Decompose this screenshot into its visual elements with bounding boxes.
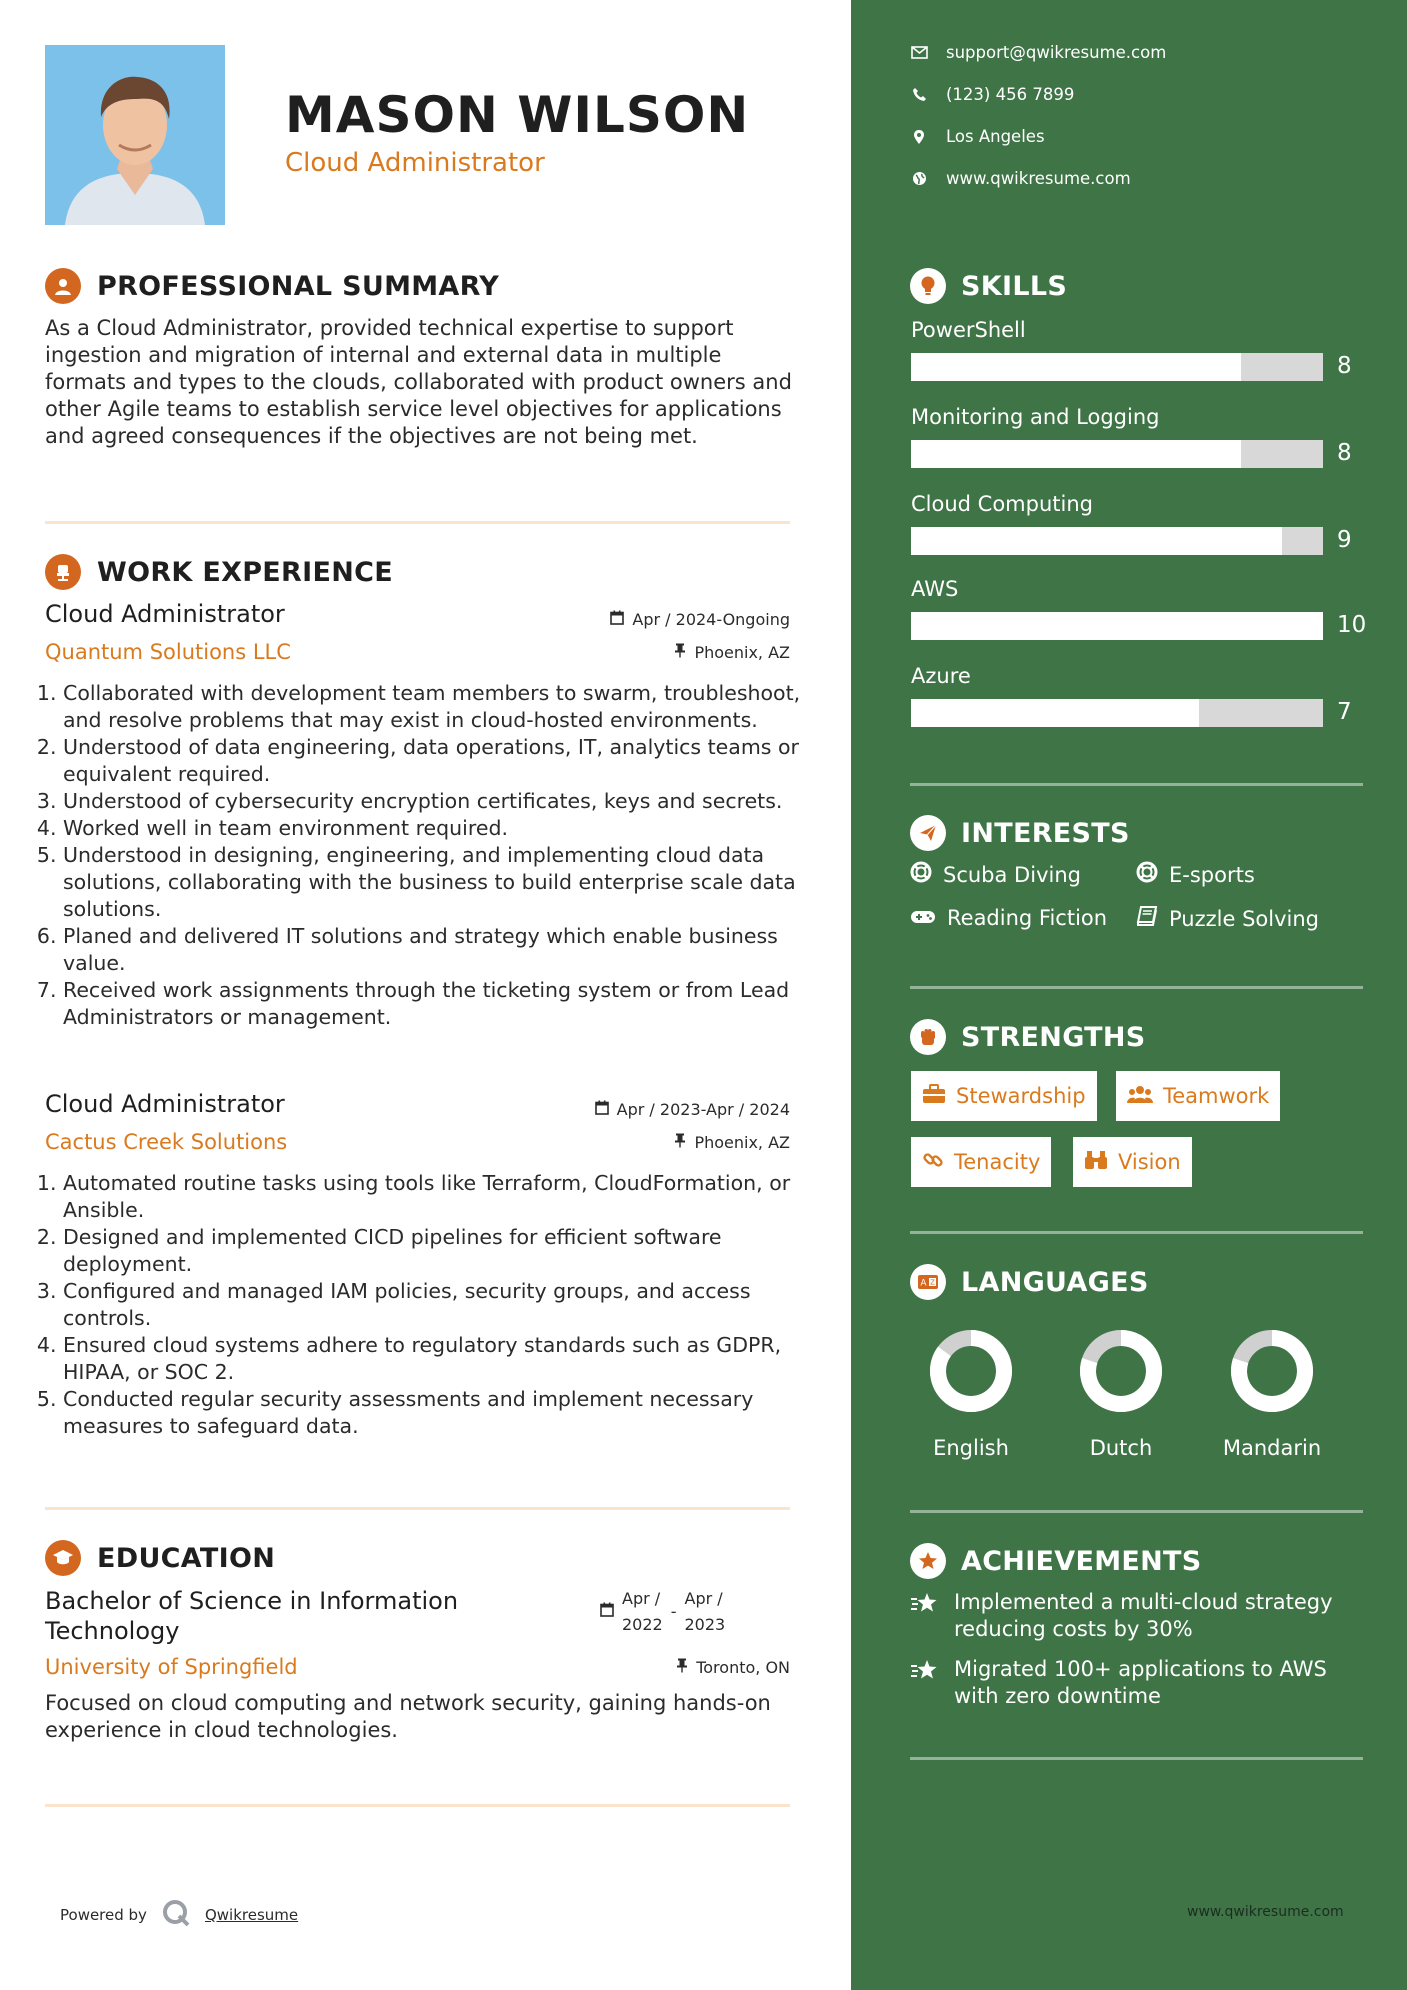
- job-bullets: [30, 680, 833, 1031]
- skill-bar-fill: [911, 440, 1241, 468]
- contact-location: [910, 127, 1045, 146]
- job-location-text: Phoenix, AZ: [694, 1133, 790, 1152]
- achievement-item: [910, 1589, 1360, 1643]
- skill-bar-fill: [911, 527, 1282, 555]
- education-location-text: Toronto, ON: [696, 1658, 790, 1677]
- job-bullet: 4. Ensured cloud systems adhere to regulatory standards such as GDPR, HIPAA, or SOC 2.: [63, 1332, 833, 1386]
- shooting-star-icon: [910, 1658, 940, 1710]
- star-badge-icon: [910, 1543, 946, 1579]
- strength-tag: [1116, 1071, 1280, 1121]
- language-item: [1217, 1328, 1327, 1460]
- language-item: [1066, 1328, 1176, 1460]
- calendar-icon: [610, 610, 624, 629]
- achievement-text: Implemented a multi-cloud strategy reducing costs by 30%: [954, 1590, 1333, 1641]
- language-ring: [1229, 1328, 1315, 1414]
- book-icon: [1136, 906, 1158, 931]
- education-title: EDUCATION: [97, 1542, 276, 1574]
- strength-label: Tenacity: [954, 1150, 1041, 1174]
- skill-bar: [911, 440, 1323, 468]
- skill-name: Monitoring and Logging: [911, 405, 1160, 429]
- job-bullet: 3. Understood of cybersecurity encryption certificates, keys and secrets.: [63, 788, 833, 815]
- job-title: Cloud Administrator: [45, 600, 285, 628]
- phone-text[interactable]: (123) 456 7899: [946, 85, 1075, 104]
- pin-icon: [676, 1658, 688, 1677]
- strength-label: Stewardship: [956, 1084, 1086, 1108]
- life-ring-icon: [1136, 861, 1158, 888]
- svg-text:Z: Z: [930, 1278, 935, 1287]
- education-start-year: 2022: [622, 1615, 663, 1634]
- skill-value: 8: [1337, 353, 1352, 379]
- education-date-dash: -: [670, 1602, 677, 1621]
- language-label: English: [933, 1436, 1009, 1460]
- job-bullet: 5. Understood in designing, engineering, and implementing cloud data solutions, collaborating with the business to build enterprise scale data solutions.: [63, 842, 833, 923]
- job-bullet: 7. Received work assignments through the ticketing system or from Lead Administrators or management.: [63, 977, 833, 1031]
- graduation-cap-icon: [45, 1540, 81, 1576]
- job-bullet: 3. Configured and managed IAM policies, security groups, and access controls.: [63, 1278, 833, 1332]
- skill-value: 8: [1337, 440, 1352, 466]
- interest-item: [1136, 861, 1255, 888]
- skill-name: AWS: [911, 577, 959, 601]
- lightbulb-icon: [910, 268, 946, 304]
- education-heading: [45, 1540, 275, 1576]
- education-description: Focused on cloud computing and network security, gaining hands-on experience in cloud technologies.: [45, 1691, 771, 1742]
- summary-title: PROFESSIONAL SUMMARY: [97, 270, 500, 302]
- job-dates: [595, 1100, 790, 1119]
- job-bullets: [30, 1170, 833, 1440]
- skill-value: 10: [1337, 612, 1367, 638]
- contact-phone: [910, 85, 1074, 104]
- interests-heading: [910, 815, 1130, 851]
- job-company: Cactus Creek Solutions: [45, 1130, 288, 1154]
- skill-name: Cloud Computing: [911, 492, 1093, 516]
- calendar-icon: [595, 1100, 609, 1119]
- link-icon: [922, 1149, 944, 1176]
- summary-text: As a Cloud Administrator, provided technical expertise to support ingestion and migration of internal and external data in multiple formats and types to the clouds, collaborated with product owners and other Agile teams to establish service level objectives for applications and agreed consequences if the objectives are not being met.: [45, 316, 792, 448]
- job-company: Quantum Solutions LLC: [45, 640, 291, 664]
- skill-bar-fill: [911, 353, 1241, 381]
- education-end-month: Apr /: [684, 1589, 723, 1608]
- skill-name: PowerShell: [911, 318, 1026, 342]
- section-divider: [45, 1804, 790, 1807]
- experience-heading: [45, 554, 393, 590]
- skills-heading: [910, 268, 1067, 304]
- strength-tag: [1073, 1137, 1192, 1187]
- job-bullet: 2. Designed and implemented CICD pipelines for efficient software deployment.: [63, 1224, 833, 1278]
- strength-label: Vision: [1118, 1150, 1181, 1174]
- job-dates-text: Apr / 2023-Apr / 2024: [616, 1100, 790, 1119]
- job-bullet: 4. Worked well in team environment required.: [63, 815, 833, 842]
- contact-email: [910, 43, 1166, 62]
- language-ring: [1078, 1328, 1164, 1414]
- pin-icon: [674, 643, 686, 662]
- map-pin-icon: [910, 129, 928, 145]
- strengths-heading: [910, 1019, 1146, 1055]
- languages-heading: [910, 1264, 1149, 1300]
- languages-title: LANGUAGES: [961, 1266, 1149, 1298]
- paper-plane-icon: [910, 815, 946, 851]
- education-start-month: Apr /: [622, 1589, 661, 1608]
- skill-bar: [911, 612, 1323, 640]
- education-start: [622, 1586, 663, 1638]
- job-bullet: 2. Understood of data engineering, data operations, IT, analytics teams or equivalent required.: [63, 734, 833, 788]
- experience-title: WORK EXPERIENCE: [97, 556, 393, 588]
- strength-tag: [911, 1071, 1097, 1121]
- strengths-title: STRENGTHS: [961, 1021, 1146, 1053]
- skill-bar: [911, 527, 1323, 555]
- job-bullet: 1. Automated routine tasks using tools like Terraform, CloudFormation, or Ansible.: [63, 1170, 833, 1224]
- education-location: [676, 1658, 790, 1677]
- candidate-role: Cloud Administrator: [285, 148, 545, 178]
- contact-website: [910, 169, 1131, 188]
- profile-photo: [45, 45, 225, 225]
- summary-heading: [45, 268, 499, 304]
- shooting-star-icon: [910, 1591, 940, 1643]
- job-bullet: 6. Planed and delivered IT solutions and strategy which enable business value.: [63, 923, 833, 977]
- language-icon: [910, 1264, 946, 1300]
- briefcase-icon: [922, 1084, 946, 1109]
- qwikresume-logo-icon: [161, 1898, 191, 1932]
- email-text[interactable]: support@qwikresume.com: [946, 43, 1167, 62]
- job-dates: [610, 610, 790, 629]
- skill-name: Azure: [911, 664, 971, 688]
- interest-label: Scuba Diving: [943, 862, 1081, 887]
- qwikresume-link[interactable]: Qwikresume: [204, 1906, 299, 1924]
- sidebar-divider: [910, 1231, 1363, 1234]
- powered-by-text: Powered by: [60, 1906, 147, 1924]
- sidebar-divider: [910, 986, 1363, 989]
- job-bullet: 1. Collaborated with development team members to swarm, troubleshoot, and resolve problems that may exist in cloud-hosted environments.: [63, 680, 833, 734]
- footer-website[interactable]: www.qwikresume.com: [1187, 1904, 1344, 1920]
- education-end: [685, 1586, 726, 1638]
- envelope-icon: [910, 46, 928, 59]
- interest-label: Reading Fiction: [947, 906, 1108, 930]
- job-location: [674, 1133, 790, 1152]
- skills-title: SKILLS: [961, 270, 1068, 302]
- interest-item: [1136, 906, 1319, 931]
- life-ring-icon: [910, 861, 932, 888]
- education-dates: [600, 1586, 725, 1638]
- language-label: Mandarin: [1222, 1436, 1322, 1460]
- interest-item: [910, 906, 1107, 930]
- skill-bar-fill: [911, 699, 1199, 727]
- person-icon: [45, 268, 81, 304]
- skill-bar-fill: [911, 612, 1323, 640]
- sidebar-divider: [910, 1510, 1363, 1513]
- job-title: Cloud Administrator: [45, 1090, 285, 1118]
- interests-title: INTERESTS: [961, 817, 1130, 849]
- briefcase-chair-icon: [45, 554, 81, 590]
- users-icon: [1127, 1084, 1153, 1109]
- achievement-text: Migrated 100+ applications to AWS with zero downtime: [954, 1657, 1327, 1708]
- language-ring: [928, 1328, 1014, 1414]
- degree-title: Bachelor of Science in Information Technology: [45, 1587, 459, 1645]
- interest-item: [910, 861, 1081, 888]
- language-item: [916, 1328, 1026, 1460]
- job-dates-text: Apr / 2024-Ongoing: [632, 610, 790, 629]
- job-location: [674, 643, 790, 662]
- skill-bar: [911, 353, 1323, 381]
- achievements-heading: [910, 1543, 1202, 1579]
- phone-icon: [910, 87, 928, 102]
- job-location-text: Phoenix, AZ: [694, 643, 790, 662]
- interest-label: E-sports: [1169, 862, 1255, 887]
- strength-tag: [911, 1137, 1051, 1187]
- language-label: Dutch: [1089, 1436, 1153, 1460]
- achievements-title: ACHIEVEMENTS: [961, 1545, 1202, 1577]
- strength-label: Teamwork: [1163, 1084, 1270, 1108]
- calendar-icon: [600, 1599, 614, 1638]
- skill-bar: [911, 699, 1323, 727]
- candidate-name: MASON WILSON: [285, 86, 750, 144]
- education-end-year: 2023: [684, 1615, 726, 1634]
- gamepad-icon: [910, 906, 936, 930]
- achievement-item: [910, 1656, 1360, 1710]
- website-text[interactable]: www.qwikresume.com: [946, 169, 1131, 188]
- interest-label: Puzzle Solving: [1169, 906, 1319, 931]
- sidebar-divider: [910, 783, 1363, 786]
- fist-icon: [910, 1019, 946, 1055]
- skill-value: 9: [1337, 527, 1352, 553]
- skill-value: 7: [1337, 699, 1352, 725]
- school-name: University of Springfield: [45, 1655, 298, 1679]
- job-bullet: 5. Conducted regular security assessments and implement necessary measures to safeguard data.: [63, 1386, 833, 1440]
- section-divider: [45, 1507, 790, 1510]
- location-text: Los Angeles: [946, 127, 1045, 146]
- pin-icon: [674, 1133, 686, 1152]
- globe-icon: [910, 171, 928, 186]
- svg-text:A: A: [920, 1278, 927, 1289]
- section-divider: [45, 521, 790, 524]
- footer-powered-by: [60, 1898, 298, 1932]
- binoculars-icon: [1084, 1150, 1108, 1175]
- sidebar-divider: [910, 1757, 1363, 1760]
